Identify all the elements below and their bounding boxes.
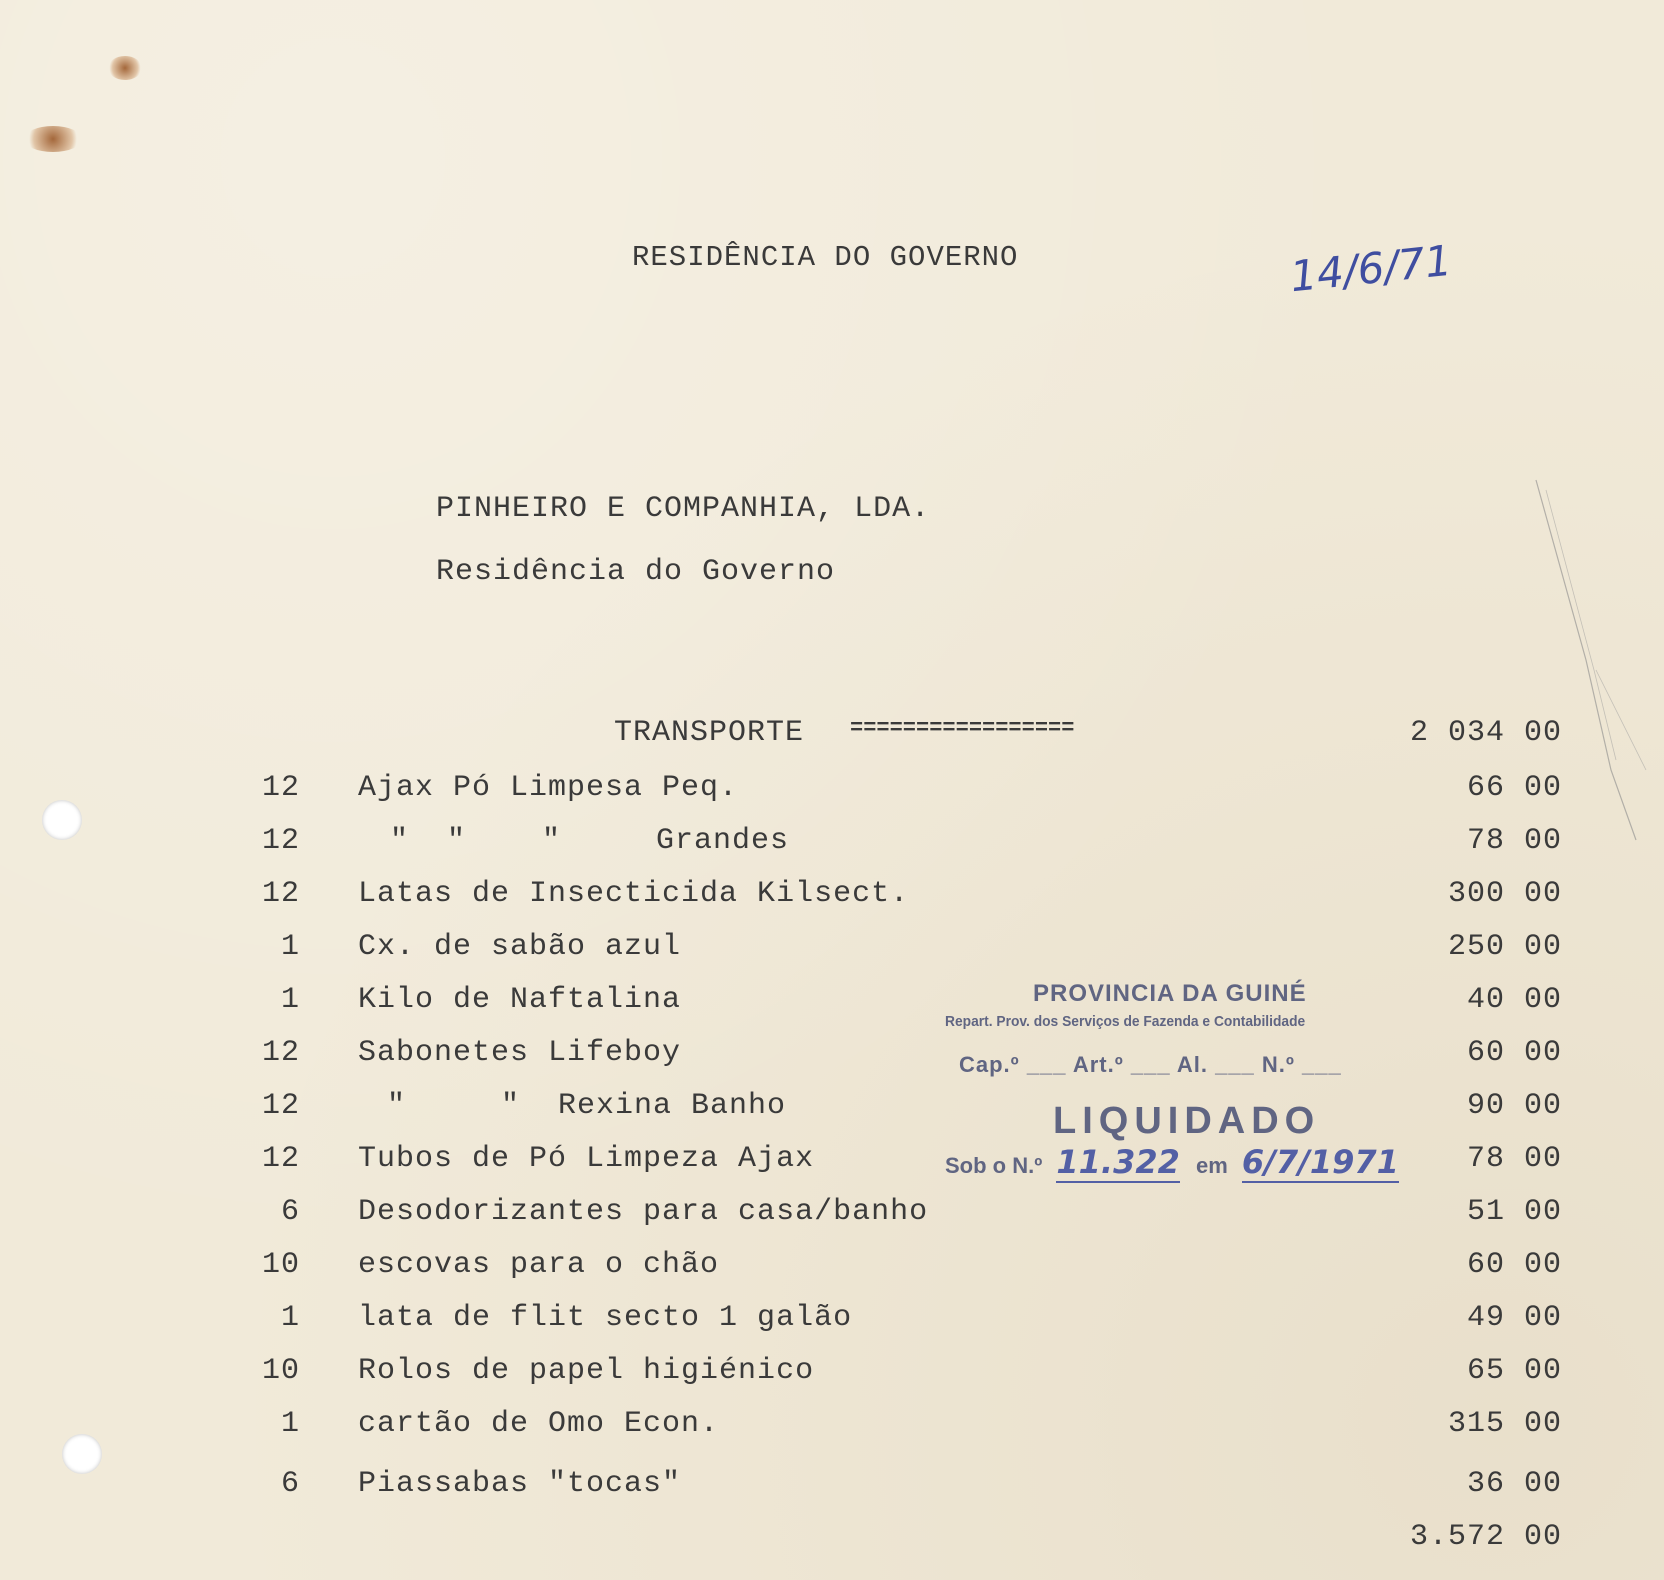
item-amount: 315 00 [1447, 1407, 1562, 1441]
rust-stain [108, 56, 142, 80]
transport-amount: 2 034 00 [1409, 716, 1562, 750]
transport-label: TRANSPORTE [614, 716, 805, 750]
item-desc: lata de flit secto 1 galão [358, 1301, 853, 1335]
stamp-handwritten-date: 6/7/1971 [1241, 1143, 1399, 1181]
stamp-number-line [945, 1143, 1399, 1181]
item-qty: 1 [280, 1407, 300, 1441]
rust-stain [24, 126, 82, 152]
item-amount: 36 00 [1466, 1467, 1562, 1501]
stamp-handwritten-number: 11.322 [1056, 1143, 1180, 1181]
item-qty: 12 [261, 877, 300, 911]
item-qty: 10 [261, 1248, 300, 1282]
item-qty: 6 [280, 1467, 300, 1501]
stamp-number-prefix: Sob o N.º [945, 1153, 1043, 1178]
punch-hole [62, 1434, 102, 1474]
item-amount: 90 00 [1466, 1089, 1562, 1123]
item-desc: cartão de Omo Econ. [358, 1407, 720, 1441]
item-desc: escovas para o chão [358, 1248, 720, 1282]
item-desc: " " " Grandes [390, 824, 790, 858]
item-desc: Cx. de sabão azul [358, 930, 682, 964]
supplier-name: PINHEIRO E COMPANHIA, LDA. [436, 492, 931, 526]
item-amount: 49 00 [1466, 1301, 1562, 1335]
item-qty: 12 [261, 771, 300, 805]
client-name: Residência do Governo [436, 555, 836, 589]
item-desc: Ajax Pó Limpesa Peq. [358, 771, 739, 805]
item-amount: 40 00 [1466, 983, 1562, 1017]
item-qty: 12 [261, 1036, 300, 1070]
item-desc: Desodorizantes para casa/banho [358, 1195, 929, 1229]
item-amount: 300 00 [1447, 877, 1562, 911]
item-amount: 60 00 [1466, 1248, 1562, 1282]
item-qty: 10 [261, 1354, 300, 1388]
item-desc: Latas de Insecticida Kilsect. [358, 877, 910, 911]
item-amount: 78 00 [1466, 1142, 1562, 1176]
item-qty: 6 [280, 1195, 300, 1229]
transport-leader: ================= [850, 716, 1075, 741]
item-desc: Sabonetes Lifeboy [358, 1036, 682, 1070]
stamp-fields: Cap.º ___ Art.º ___ Al. ___ N.º ___ [959, 1052, 1342, 1077]
item-amount: 250 00 [1447, 930, 1562, 964]
punch-hole [42, 800, 82, 840]
item-qty: 1 [280, 983, 300, 1017]
document-title: RESIDÊNCIA DO GOVERNO [632, 241, 1019, 274]
stamp-em-label: em [1195, 1153, 1228, 1178]
item-desc: Rolos de papel higiénico [358, 1354, 815, 1388]
item-qty: 12 [261, 1142, 300, 1176]
item-qty: 12 [261, 824, 300, 858]
item-qty: 1 [280, 1301, 300, 1335]
item-desc: Tubos de Pó Limpeza Ajax [358, 1142, 815, 1176]
item-desc: Kilo de Naftalina [358, 983, 682, 1017]
item-amount: 78 00 [1466, 824, 1562, 858]
item-qty: 1 [280, 930, 300, 964]
handwritten-date: 14/6/71 [1287, 235, 1454, 302]
stamp-status: LIQUIDADO [1053, 1100, 1321, 1142]
item-amount: 65 00 [1466, 1354, 1562, 1388]
liquidado-stamp [945, 970, 1465, 1181]
item-qty: 12 [261, 1089, 300, 1123]
total-amount: 3.572 00 [1409, 1520, 1562, 1554]
item-desc: Piassabas "tocas" [358, 1467, 682, 1501]
stamp-province: PROVINCIA DA GUINÉ [1033, 980, 1307, 1007]
item-desc: " " Rexina Banho [368, 1089, 787, 1123]
stamp-department: Repart. Prov. dos Serviços de Fazenda e Contabilidade [945, 1013, 1306, 1030]
item-amount: 66 00 [1466, 771, 1562, 805]
item-amount: 60 00 [1466, 1036, 1562, 1070]
item-amount: 51 00 [1466, 1195, 1562, 1229]
